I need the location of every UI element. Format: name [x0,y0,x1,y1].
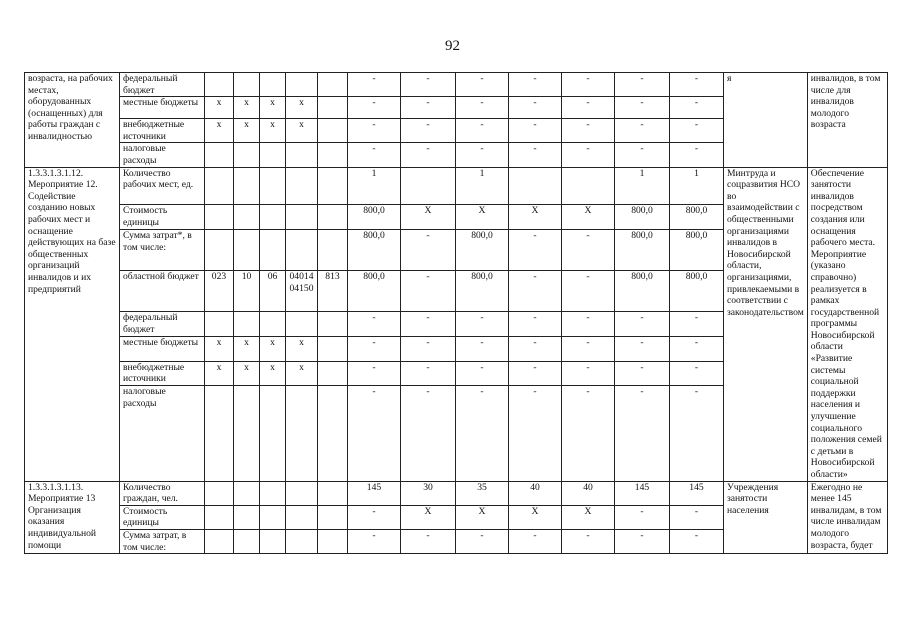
value-cell: - [509,312,562,337]
value-cell: 30 [401,481,456,505]
budget-code-cell [318,481,348,505]
page-number: 92 [445,38,460,54]
value-cell: - [456,386,509,481]
value-cell: - [562,336,615,361]
value-cell: 145 [670,481,724,505]
value-cell: - [670,386,724,481]
value-cell: - [456,361,509,386]
value-cell: X [562,505,615,529]
executor-cell: Учреждения занятости населения [724,481,808,554]
budget-code-cell [234,143,260,167]
budget-code-cell [286,73,318,97]
value-cell: - [670,336,724,361]
value-cell: - [456,529,509,553]
value-cell: - [562,119,615,143]
indicator-label: налоговые расходы [120,386,205,481]
indicator-label: Количество рабочих мест, ед. [120,167,205,205]
value-cell: - [615,312,670,337]
budget-code-cell [234,205,260,230]
value-cell: - [456,336,509,361]
budget-code-cell [234,481,260,505]
budget-code-cell [260,167,286,205]
budget-code-cell: x [286,97,318,119]
budget-code-cell [286,167,318,205]
budget-code-cell [205,205,234,230]
budget-code-cell [318,386,348,481]
budget-code-cell [234,386,260,481]
value-cell: X [509,505,562,529]
budget-code-cell [260,312,286,337]
value-cell: - [456,312,509,337]
budget-code-cell [260,73,286,97]
budget-code-cell [234,230,260,271]
indicator-label: областной бюджет [120,271,205,312]
value-cell: X [562,205,615,230]
budget-code-cell [260,505,286,529]
value-cell: - [670,312,724,337]
budget-code-cell [318,97,348,119]
value-cell: - [562,97,615,119]
value-cell: X [401,505,456,529]
value-cell: - [348,312,401,337]
value-cell: - [348,73,401,97]
value-cell: - [670,529,724,553]
budget-code-cell [234,505,260,529]
value-cell: - [509,361,562,386]
value-cell: X [456,505,509,529]
value-cell: - [615,529,670,553]
value-cell: 1 [615,167,670,205]
indicator-label: федеральный бюджет [120,73,205,97]
value-cell: - [401,119,456,143]
value-cell: 1 [348,167,401,205]
value-cell: - [615,505,670,529]
value-cell: - [348,529,401,553]
value-cell: - [456,143,509,167]
value-cell: - [562,529,615,553]
budget-code-cell [260,205,286,230]
value-cell: - [509,271,562,312]
value-cell: - [670,97,724,119]
indicator-label: Стоимость единицы [120,205,205,230]
indicator-label: внебюджетные источники [120,361,205,386]
value-cell: - [401,386,456,481]
budget-code-cell [286,386,318,481]
budget-code-cell: 10 [234,271,260,312]
value-cell: - [509,386,562,481]
executor-cell: Минтруда и соцразвития НСО во взаимодействии с общественными организациями инвалидов в Новосибирской области, организациями, привлекаемыми в соответствии с законодательством [724,167,808,481]
budget-code-cell [318,529,348,553]
budget-code-cell: x [205,119,234,143]
value-cell: 800,0 [670,230,724,271]
value-cell: - [615,386,670,481]
value-cell: 800,0 [456,271,509,312]
value-cell: - [670,505,724,529]
value-cell: - [509,529,562,553]
value-cell: - [562,361,615,386]
value-cell [562,167,615,205]
value-cell: X [456,205,509,230]
budget-code-cell [318,119,348,143]
budget-code-cell [286,312,318,337]
budget-code-cell [318,361,348,386]
value-cell [509,167,562,205]
value-cell: 800,0 [615,230,670,271]
budget-code-cell [286,529,318,553]
value-cell: 800,0 [348,230,401,271]
value-cell: 35 [456,481,509,505]
budget-code-cell [260,143,286,167]
table-row [25,73,888,97]
budget-code-cell: x [260,119,286,143]
budget-code-cell [234,73,260,97]
value-cell: 800,0 [456,230,509,271]
value-cell: - [615,336,670,361]
program-table [24,72,888,554]
value-cell: 800,0 [348,271,401,312]
value-cell: 800,0 [615,205,670,230]
budget-code-cell [318,205,348,230]
value-cell: - [509,143,562,167]
value-cell: - [348,386,401,481]
indicator-label: налоговые расходы [120,143,205,167]
value-cell: - [509,119,562,143]
budget-code-cell [286,230,318,271]
indicator-label: местные бюджеты [120,336,205,361]
value-cell: - [456,97,509,119]
value-cell: - [401,73,456,97]
budget-code-cell: x [286,336,318,361]
value-cell: 40 [562,481,615,505]
budget-code-cell [318,336,348,361]
measure-name-cell: возраста, на рабочих местах, оборудованных (оснащенных) для работы граждан с инвалидностью [25,73,120,168]
value-cell: - [615,361,670,386]
budget-code-cell [318,312,348,337]
value-cell: - [562,312,615,337]
table-row [25,481,888,505]
value-cell: 800,0 [670,205,724,230]
value-cell: - [348,361,401,386]
budget-code-cell [205,167,234,205]
value-cell: - [562,386,615,481]
value-cell: - [401,336,456,361]
value-cell: - [670,73,724,97]
indicator-label: Сумма затрат, в том числе: [120,529,205,553]
budget-code-cell [318,167,348,205]
budget-code-cell: x [234,361,260,386]
budget-code-cell [286,481,318,505]
budget-code-cell: x [205,336,234,361]
value-cell: - [401,97,456,119]
value-cell: - [348,97,401,119]
budget-code-cell [205,386,234,481]
result-cell: Обеспечение занятости инвалидов посредством создания или оснащения рабочего места. Мероприятие (указано справочно) реализуется в рамках государственной программы Новосибирской области «Развитие системы социальной поддержки населения и улучшение социального положения семей с детьми в Новосибирской области» [807,167,887,481]
budget-code-cell [205,230,234,271]
budget-code-cell [234,167,260,205]
budget-code-cell [234,529,260,553]
budget-code-cell [318,143,348,167]
value-cell: - [509,336,562,361]
budget-code-cell: x [205,97,234,119]
budget-code-cell [205,481,234,505]
value-cell: - [456,73,509,97]
value-cell: - [401,361,456,386]
value-cell: - [401,312,456,337]
value-cell: 1 [670,167,724,205]
value-cell: - [509,73,562,97]
value-cell: - [615,119,670,143]
value-cell: - [562,230,615,271]
budget-code-cell: x [260,97,286,119]
value-cell: - [615,97,670,119]
budget-code-cell [286,143,318,167]
value-cell: - [509,230,562,271]
indicator-label: внебюджетные источники [120,119,205,143]
budget-code-cell: x [234,119,260,143]
budget-code-cell [234,312,260,337]
value-cell: - [670,361,724,386]
budget-code-cell: x [234,97,260,119]
budget-code-cell: x [234,336,260,361]
value-cell: - [348,143,401,167]
budget-code-cell [318,505,348,529]
value-cell: - [670,143,724,167]
budget-code-cell: x [286,361,318,386]
value-cell: - [615,143,670,167]
indicator-label: Количество граждан, чел. [120,481,205,505]
value-cell: - [348,505,401,529]
budget-code-cell [205,529,234,553]
budget-code-cell [260,230,286,271]
indicator-label: местные бюджеты [120,97,205,119]
value-cell: 145 [615,481,670,505]
budget-code-cell [205,312,234,337]
value-cell: - [401,529,456,553]
value-cell: - [562,271,615,312]
budget-code-cell: 813 [318,271,348,312]
budget-code-cell: x [260,361,286,386]
value-cell: 800,0 [615,271,670,312]
budget-code-cell: x [205,361,234,386]
value-cell: X [401,205,456,230]
value-cell: 145 [348,481,401,505]
result-cell: инвалидов, в том числе для инвалидов молодого возраста [807,73,887,168]
budget-code-cell: x [286,119,318,143]
value-cell: 1 [456,167,509,205]
budget-code-cell [205,143,234,167]
budget-code-cell: 0401404150 [286,271,318,312]
value-cell: - [670,119,724,143]
budget-code-cell [286,505,318,529]
value-cell: - [348,119,401,143]
budget-code-cell [318,230,348,271]
value-cell: - [401,143,456,167]
indicator-label: Сумма затрат*, в том числе: [120,230,205,271]
value-cell: 800,0 [670,271,724,312]
value-cell: - [348,336,401,361]
indicator-label: федеральный бюджет [120,312,205,337]
table-row [25,167,888,205]
budget-code-cell: 023 [205,271,234,312]
value-cell: - [615,73,670,97]
budget-code-cell [260,386,286,481]
result-cell: Ежегодно не менее 145 инвалидам, в том числе инвалидам молодого возраста, будет [807,481,887,554]
value-cell: - [401,230,456,271]
budget-code-cell [286,205,318,230]
value-cell [401,167,456,205]
measure-name-cell: 1.3.3.1.3.1.13. Мероприятие 13 Организация оказания индивидуальной помощи [25,481,120,554]
budget-code-cell [260,481,286,505]
budget-code-cell: 06 [260,271,286,312]
indicator-label: Стоимость единицы [120,505,205,529]
value-cell: - [456,119,509,143]
budget-code-cell [205,73,234,97]
value-cell: - [509,97,562,119]
executor-cell: я [724,73,808,168]
value-cell: - [562,143,615,167]
budget-code-cell [205,505,234,529]
value-cell: - [401,271,456,312]
value-cell: - [562,73,615,97]
measure-name-cell: 1.3.3.1.3.1.12. Мероприятие 12. Содействие созданию новых рабочих мест и оснащение действующих на базе общественных организаций инвалидов и их предприятий [25,167,120,481]
budget-code-cell [260,529,286,553]
budget-code-cell: x [260,336,286,361]
budget-code-cell [318,73,348,97]
value-cell: X [509,205,562,230]
value-cell: 800,0 [348,205,401,230]
value-cell: 40 [509,481,562,505]
